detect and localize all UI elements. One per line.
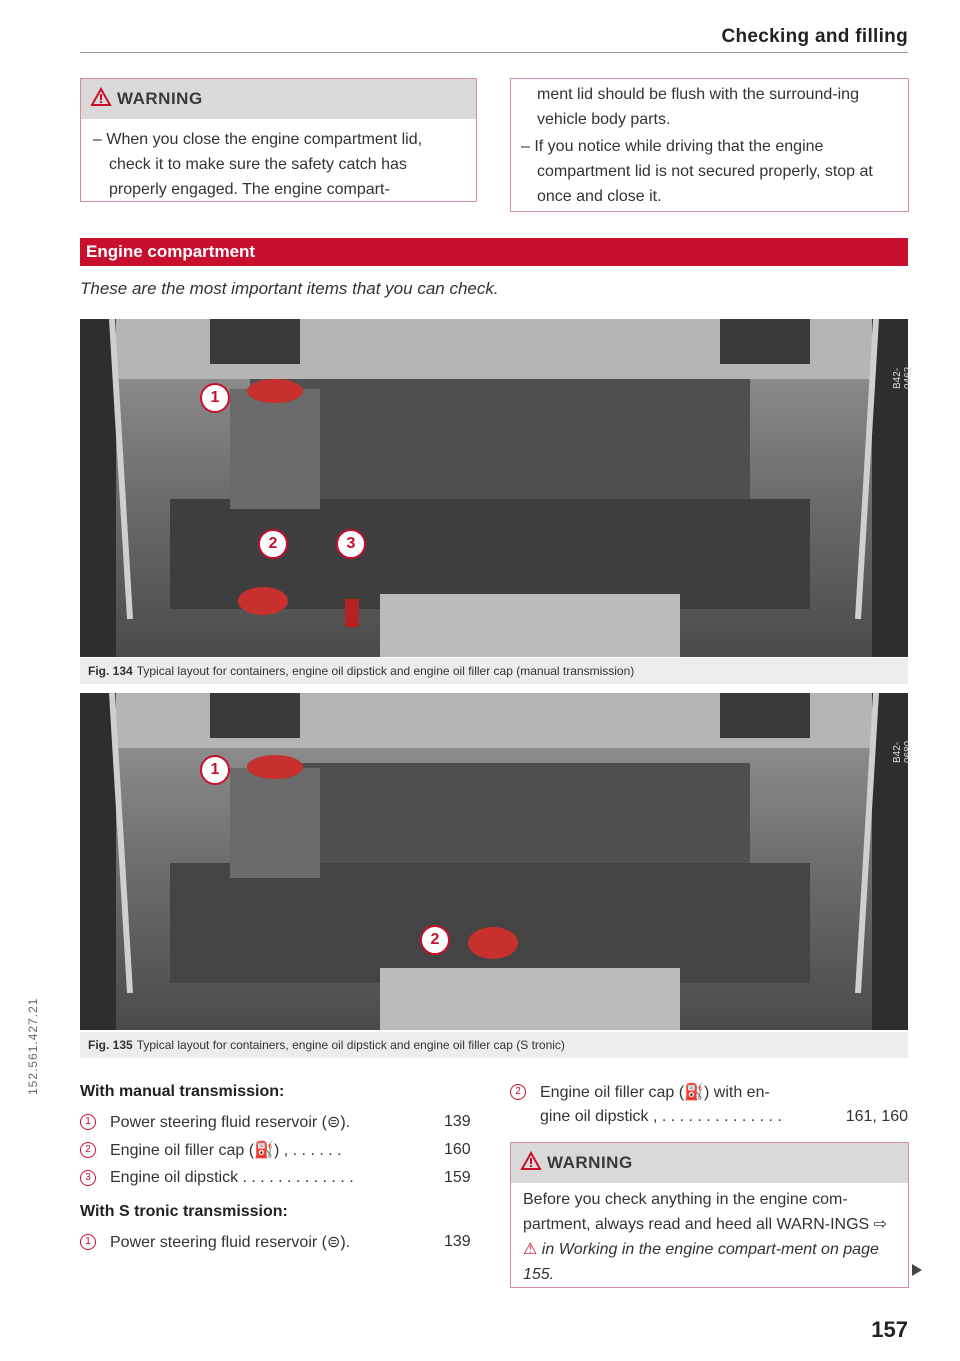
warning-triangle-icon <box>521 1152 541 1175</box>
engine-figure-stronic <box>80 693 914 1030</box>
callout-2: 2 <box>258 529 288 559</box>
section-title: Engine compartment <box>86 242 256 261</box>
warning-text-start: Before you check anything in the engine com-partment, always read and heed all WARN-INGS ⇨ <box>523 1191 888 1233</box>
list-item-continued <box>510 1104 910 1130</box>
page-reference: 159 <box>444 1169 471 1186</box>
warning-text <box>511 1183 908 1287</box>
figure-caption-135 <box>80 1032 908 1058</box>
engine-photo-stronic <box>80 693 908 1030</box>
section-heading-bar <box>80 238 908 266</box>
item-number: 1 <box>80 1114 96 1130</box>
stronic-item-2 <box>510 1080 910 1130</box>
item-number: 2 <box>510 1084 526 1100</box>
figure-code: B42-0680 <box>892 740 914 763</box>
manual-heading: With manual transmission: <box>80 1083 285 1100</box>
figure-code: B42-0462 <box>892 366 914 389</box>
callout-3: 3 <box>336 529 366 559</box>
item-text: Power steering fluid reservoir (⊜). <box>110 1114 351 1131</box>
cross-reference-link[interactable]: in Working in the engine compart-ment on page 155. <box>523 1241 879 1283</box>
list-item <box>80 1108 480 1136</box>
warning-title: WARNING <box>547 1153 633 1172</box>
item-number: 1 <box>80 1234 96 1250</box>
continue-arrow-icon <box>912 1264 922 1276</box>
page-reference: 139 <box>444 1233 471 1250</box>
section-intro: These are the most important items that you can check. <box>80 279 499 298</box>
warning-title: WARNING <box>117 89 203 108</box>
page-reference: 160 <box>444 1141 471 1158</box>
warning-box-top-left <box>80 78 477 202</box>
engine-photo-manual <box>80 319 908 657</box>
warning-box-top-right <box>510 78 909 212</box>
figure-caption-text: Typical layout for containers, engine oil dipstick and engine oil filler cap (S tronic) <box>136 1038 565 1052</box>
stronic-heading: With S tronic transmission: <box>80 1203 288 1220</box>
item-text: Power steering fluid reservoir (⊜). <box>110 1234 351 1251</box>
running-header: Checking and filling <box>721 26 908 47</box>
item-number: 3 <box>80 1170 96 1186</box>
engine-figure-manual <box>80 319 914 657</box>
item-number: 2 <box>80 1142 96 1158</box>
warning-triangle-icon: ⚠ <box>523 1241 542 1258</box>
page-reference: 161, 160 <box>845 1108 908 1125</box>
page-number: 157 <box>871 1317 908 1342</box>
document-code: 152.561.427.21 <box>26 997 40 1095</box>
list-item <box>510 1080 910 1104</box>
list-item <box>80 1228 480 1256</box>
warning-header <box>81 79 476 119</box>
figure-caption-134 <box>80 658 908 684</box>
item-text: Engine oil dipstick . . . . . . . . . . . . . <box>110 1169 354 1186</box>
callout-1: 1 <box>200 755 230 785</box>
warning-header <box>511 1143 908 1183</box>
page-reference: 139 <box>444 1113 471 1130</box>
figure-caption-text: Typical layout for containers, engine oil dipstick and engine oil filler cap (manual transmission) <box>136 664 635 678</box>
header-rule <box>80 52 908 53</box>
manual-list <box>80 1108 480 1192</box>
item-text-line-2: gine oil dipstick , . . . . . . . . . . . . . . <box>540 1108 782 1125</box>
list-item <box>80 1136 480 1164</box>
warning-text: – When you close the engine compartment lid, check it to make sure the safety catch has properly engaged. The engine compart- <box>93 131 423 198</box>
item-text-line-1: Engine oil filler cap (⛽) with en- <box>540 1084 770 1101</box>
warning-box-bottom <box>510 1142 909 1288</box>
figure-label: Fig. 135 <box>88 1038 133 1052</box>
warning-text-item: – If you notice while driving that the engine compartment lid is not secured properly, stop at once and close it. <box>521 138 873 205</box>
figure-label: Fig. 134 <box>88 664 133 678</box>
warning-triangle-icon <box>91 88 111 111</box>
item-text: Engine oil filler cap (⛽) , . . . . . . <box>110 1142 342 1159</box>
warning-text-continued: ment lid should be flush with the surround-ing vehicle body parts. <box>537 86 859 128</box>
callout-1: 1 <box>200 383 230 413</box>
callout-2: 2 <box>420 925 450 955</box>
list-item <box>80 1164 480 1192</box>
